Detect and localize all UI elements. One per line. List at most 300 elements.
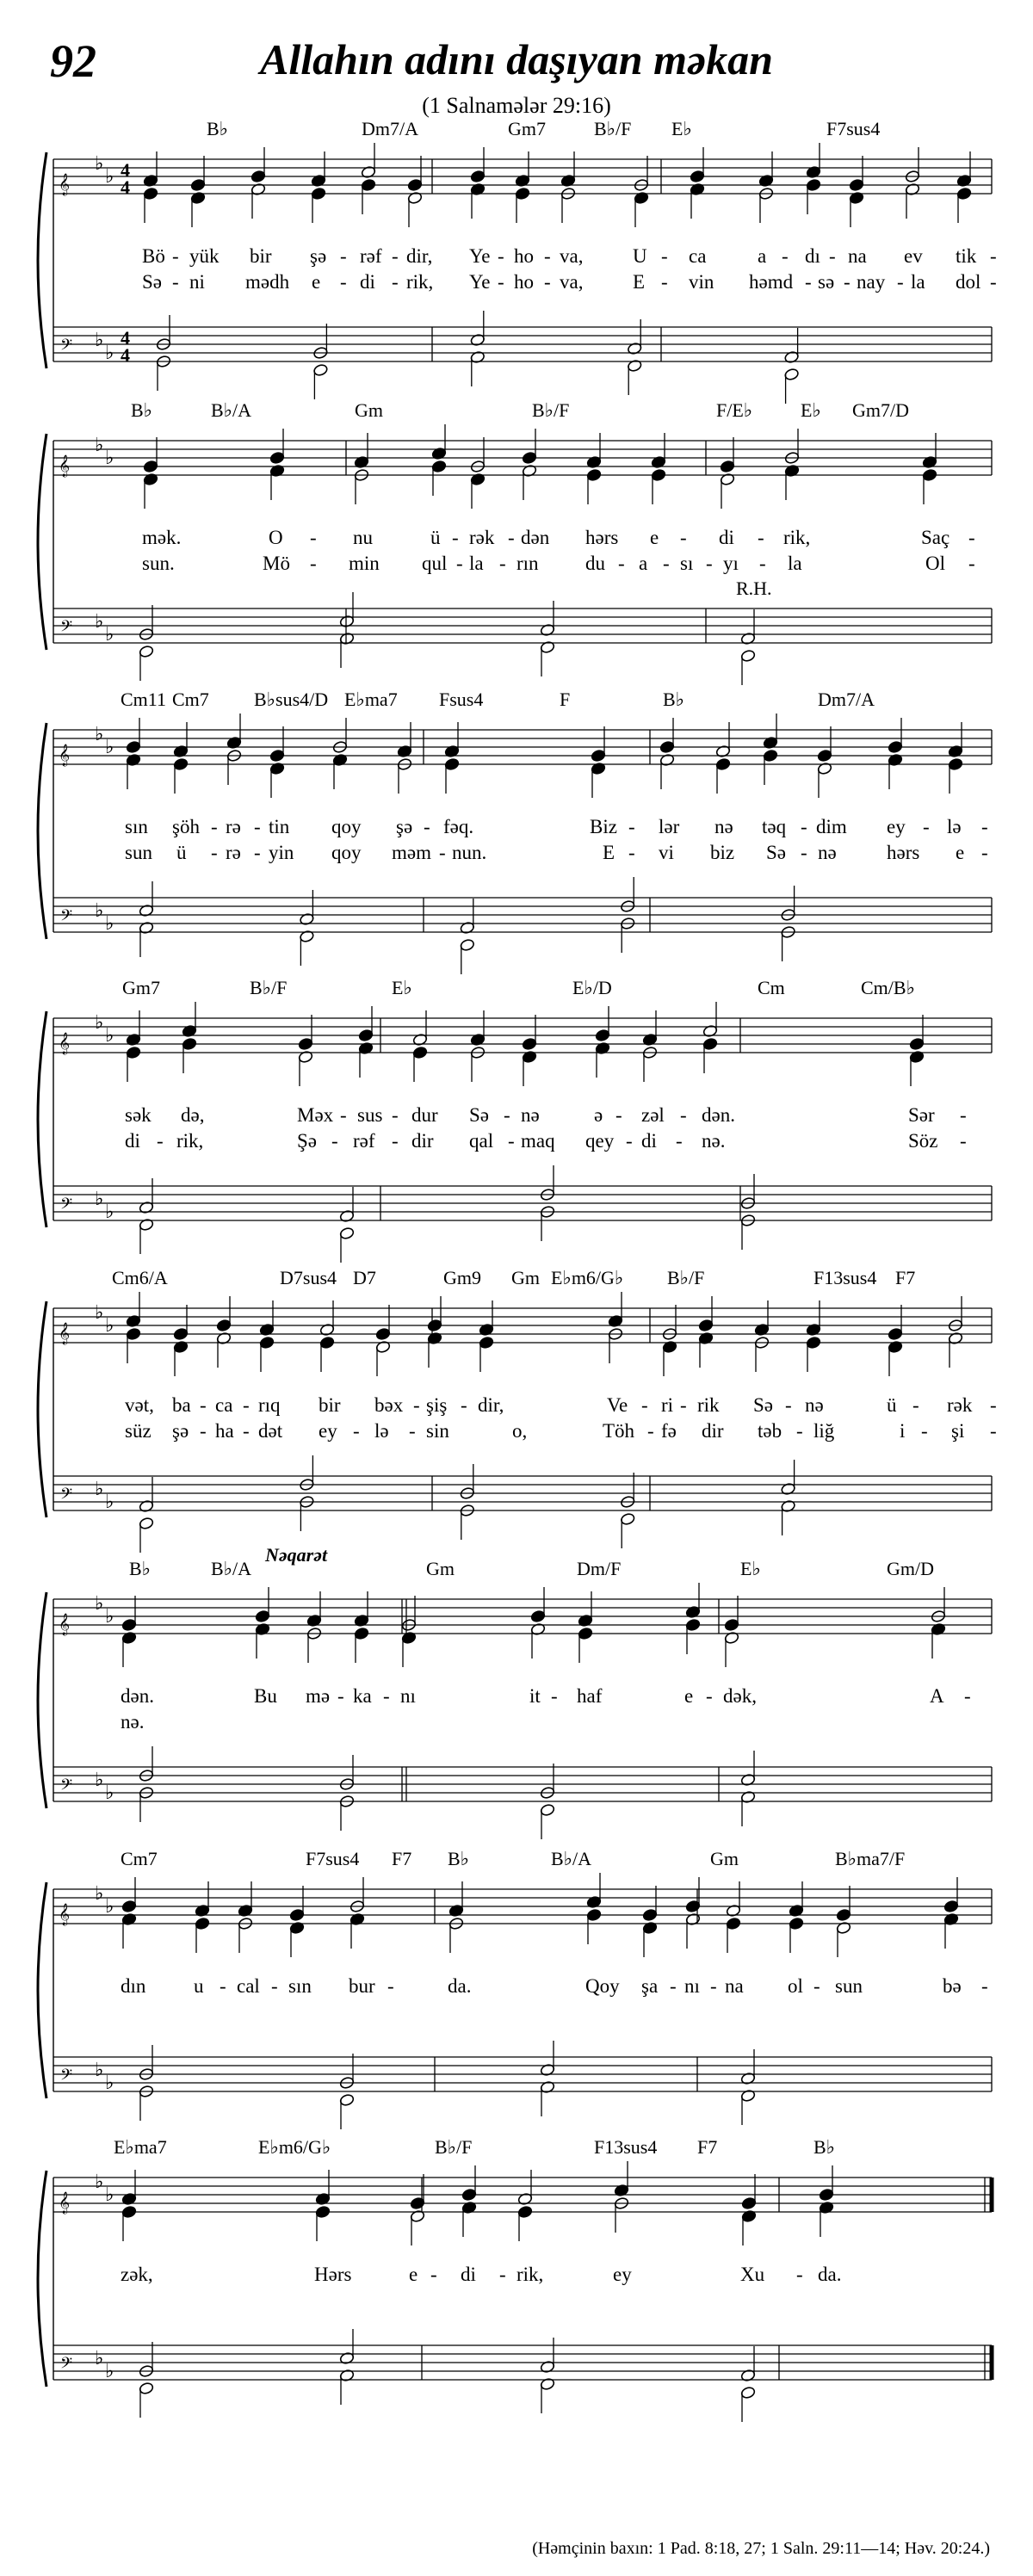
lyric-syllable: Ve [607,1394,628,1416]
lyric-syllable: A [930,1685,944,1707]
lyric-syllable: a [639,553,648,574]
lyric-syllable: - [211,816,218,837]
lyric-syllable: - [647,1420,654,1442]
chord-symbol: Dm7/A [362,118,418,139]
note-head [126,1046,141,1059]
note-head [591,749,606,762]
key-flat: ♭ [105,912,114,934]
chord-symbol: Dm7/A [818,689,875,710]
system-brace [38,152,46,368]
lyric-syllable: rik, [176,1130,204,1152]
bass-clef: 𝄢 [60,617,73,639]
lyric-syllable: - [461,1394,467,1416]
lyric-syllable: - [628,816,635,837]
lyric-syllable: - [340,1104,347,1126]
lyric-syllable: - [801,816,807,837]
key-flat: ♭ [105,342,114,363]
key-flat: ♭ [95,1301,104,1323]
lyric-syllable: rək [947,1394,973,1416]
lyric-syllable: E [603,842,615,863]
lyric-syllable: - [990,1394,997,1416]
lyric-syllable: hərs [585,527,619,548]
lyric-syllable: sə [818,271,835,293]
lyric-syllable: di [641,1130,657,1152]
note-head [642,1908,658,1921]
lyric-syllable: - [387,1975,394,1997]
lyric-syllable: nə [521,1104,540,1126]
note-head [943,1900,959,1912]
lyric-syllable: qal [469,1130,494,1152]
lyric-syllable: - [785,1394,792,1416]
note-head [888,1327,903,1340]
lyric-syllable: sı [680,553,694,574]
lyric-syllable: süz [125,1420,152,1442]
note-head [620,1512,635,1525]
lyric-syllable: - [923,816,930,837]
chord-symbol: E♭ma7 [344,689,398,710]
chord-symbol: B♭sus4/D [254,689,329,710]
lyric-syllable: Sə [766,842,786,863]
lyric-syllable: - [801,842,807,863]
lyric-syllable: Hərs [314,2264,352,2285]
lyric-syllable: o, [512,1420,528,1442]
lyric-syllable: - [782,245,789,267]
note-head [578,1627,593,1640]
lyric-syllable: - [710,1975,717,1997]
lyric-syllable: nu [353,527,373,548]
note-head [651,468,666,481]
lyric-syllable: - [981,1975,988,1997]
key-flat: ♭ [95,2059,104,2080]
lyric-syllable: ca [215,1394,233,1416]
lyric-syllable: - [456,553,463,574]
lyric-syllable: - [243,1420,250,1442]
lyric-syllable: ho [514,245,534,267]
lyric-syllable: haf [577,1685,603,1707]
chord-symbol: E♭ [671,118,692,139]
lyric-syllable: Ye [469,245,491,267]
key-flat: ♭ [95,329,104,350]
lyric-syllable: e [956,842,965,863]
lyric-syllable: ü [176,842,187,863]
lyric-syllable: ü [887,1394,897,1416]
note-head [289,1908,305,1921]
lyric-syllable: U [633,245,647,267]
lyric-syllable: şa [641,1975,659,1997]
note-head [586,1908,602,1921]
note-head [173,1327,189,1340]
lyric-syllable: - [990,271,997,293]
lyric-syllable: - [310,553,317,574]
lyric-syllable: sin [426,1420,449,1442]
lyric-syllable: Mö [263,553,290,574]
lyric-syllable: nun. [452,842,487,863]
chord-symbol: Cm [758,977,785,998]
lyric-syllable: O [269,527,283,548]
lyric-syllable: - [310,527,317,548]
key-flat: ♭ [105,2072,114,2093]
lyric-syllable: şə [396,816,413,837]
lyric-syllable: - [968,553,975,574]
lyric-syllable: - [409,1420,416,1442]
note-head [461,2188,477,2201]
note-head [726,1917,741,1930]
note-head [358,1029,374,1041]
lyric-syllable: yük [189,245,220,267]
note-head [763,749,778,762]
note-head [460,938,475,951]
lyric-syllable: sus [357,1104,383,1126]
note-head [269,749,285,762]
lyric-syllable: Biz [590,816,617,837]
note-head [517,2205,533,2218]
lyric-syllable: dən [521,527,550,548]
lyric-syllable: - [392,271,399,293]
lyric-syllable: - [340,271,347,293]
lyric-syllable: rın [516,553,539,574]
note-head [444,757,460,770]
lyric-syllable: - [796,2264,803,2285]
lyric-syllable: nə [818,842,837,863]
chord-symbol: B♭/F [667,1267,705,1288]
note-head [255,1609,270,1622]
lyric-syllable: bir [250,245,272,267]
lyric-syllable: la [788,553,802,574]
lyric-syllable: rik [697,1394,720,1416]
lyric-syllable: fəq. [443,816,474,837]
note-head [784,368,800,380]
key-flat: ♭ [105,1314,114,1336]
lyric-syllable: qoy [331,816,362,837]
treble-clef: 𝄞 [59,1903,71,1924]
chord-symbol: B♭/F [594,118,632,139]
system-brace [38,1011,46,1227]
chord-symbol: E♭m6/G♭ [551,1267,624,1288]
lyric-syllable: Xu [740,2264,765,2285]
lyric-syllable: di [461,2264,476,2285]
lyric-syllable: - [964,1685,971,1707]
note-head [740,2386,756,2399]
lyric-syllable: mək. [142,527,182,548]
lyric-syllable: it [529,1685,541,1707]
note-head [143,187,158,200]
lyric-syllable: di [125,1130,140,1152]
lyric-syllable: şi [951,1420,965,1442]
key-flat: ♭ [105,1895,114,1917]
key-flat: ♭ [95,610,104,632]
lyric-syllable: rik, [516,2264,544,2285]
chord-symbol: B♭ [448,1848,470,1869]
note-head [698,1319,714,1331]
note-head [375,1327,391,1340]
note-head [121,1618,137,1631]
chord-symbol: E♭ma7 [114,2136,167,2158]
chord-symbol: F [560,689,571,710]
note-head [922,468,937,481]
lyric-syllable: - [981,842,988,863]
note-head [806,1336,821,1349]
lyric-syllable: du [585,553,605,574]
lyric-syllable: - [498,271,504,293]
lyric-syllable: - [829,245,836,267]
lyric-syllable: - [413,1394,420,1416]
time-signature-bottom: 4 [121,344,130,366]
note-head [702,1037,718,1050]
key-flat: ♭ [95,1478,104,1499]
lyric-syllable: - [897,271,904,293]
note-head [909,1037,925,1050]
lyric-syllable: Şə [297,1130,317,1152]
lyric-syllable: ba [172,1394,191,1416]
chord-symbol: F13sus4 [813,1267,877,1288]
chord-symbol: F7 [392,1848,412,1869]
chord-symbol: Cm7 [121,1848,158,1869]
key-flat: ♭ [95,1011,104,1033]
treble-clef: 𝄞 [59,1613,71,1634]
lyric-syllable: - [912,1394,919,1416]
lyric-syllable: biz [710,842,735,863]
lyric-syllable: dir [702,1420,724,1442]
key-flat: ♭ [95,434,104,455]
note-head [715,757,731,770]
lyric-syllable: - [670,1975,677,1997]
refrain-label: Nəqarət [265,1544,328,1566]
lyric-syllable: e [650,527,659,548]
lyric-syllable: sun [125,842,152,863]
bass-clef: 𝄢 [60,2066,73,2087]
lyric-syllable: - [220,1975,226,1997]
treble-clef: 𝄞 [59,744,71,765]
note-head [143,460,158,473]
lyric-syllable: na [848,245,867,267]
chord-symbol: D7sus4 [280,1267,337,1288]
lyric-syllable: Məx [297,1104,334,1126]
lyric-syllable: da. [818,2264,842,2285]
lyric-syllable: nə [714,816,733,837]
key-flat: ♭ [105,165,114,187]
lyric-syllable: ni [189,271,205,293]
lyric-syllable: - [960,1130,967,1152]
chord-symbol: B♭/A [211,1558,252,1579]
chord-symbol: F7sus4 [306,1848,360,1869]
lyric-syllable: bəx [374,1394,404,1416]
key-flat: ♭ [105,1605,114,1627]
lyric-syllable: fə [661,1420,677,1442]
lyric-syllable: - [200,1394,207,1416]
note-head [522,1037,537,1050]
note-head [817,749,832,762]
lyric-syllable: sın [288,1975,312,1997]
lyric-syllable: təq [762,816,787,837]
lyric-syllable: yin [269,842,294,863]
note-head [819,2188,834,2201]
lyric-syllable: ü [430,527,441,548]
lyric-syllable: - [430,2264,437,2285]
lyric-syllable: va, [560,245,584,267]
chord-symbol: Gm [511,1267,540,1288]
lyric-syllable: dın [121,1975,146,1997]
lyric-syllable: di [719,527,734,548]
lyric-syllable: Sər [908,1104,935,1126]
chord-symbol: Gm [710,1848,739,1869]
lyric-syllable: ə [594,1104,603,1126]
lyric-syllable: - [844,271,851,293]
chord-symbol: Cm11 [121,689,166,710]
lyric-syllable: - [759,553,766,574]
key-flat: ♭ [95,152,104,174]
lyric-syllable: lə [374,1420,389,1442]
lyric-syllable: - [990,1420,997,1442]
hymn-number: 92 [50,35,96,87]
system-brace [38,1301,46,1517]
lyric-syllable: sun. [142,553,175,574]
lyric-syllable: - [508,527,515,548]
lyric-syllable: - [990,245,997,267]
lyric-syllable: vət, [125,1394,154,1416]
lyric-syllable: - [499,2264,506,2285]
lyric-syllable: Qoy [585,1975,620,1997]
note-head [126,1327,141,1340]
chord-symbol: B♭/F [250,977,288,998]
lyric-syllable: va, [560,271,584,293]
chord-symbol: E♭m6/G♭ [258,2136,331,2158]
treble-clef: 𝄞 [59,454,71,476]
lyric-syllable: - [392,1104,399,1126]
lyric-syllable: - [968,527,975,548]
note-head [956,187,972,200]
lyric-syllable: dən. [121,1685,154,1707]
lyric-syllable: a [758,245,767,267]
note-head [431,460,447,473]
chord-symbol: E♭ [740,1558,761,1579]
note-head [479,1336,494,1349]
lyric-syllable: ey [319,1420,337,1442]
key-flat: ♭ [95,1592,104,1614]
note-head [410,2196,425,2209]
note-head [806,178,821,191]
lyric-syllable: rə [226,842,241,863]
lyric-syllable: ha [215,1420,234,1442]
lyric-syllable: - [172,245,179,267]
key-flat: ♭ [105,1201,114,1222]
bass-clef: 𝄢 [60,1776,73,1797]
lyric-syllable: zəl [641,1104,665,1126]
chord-symbol: Gm [355,399,383,421]
lyric-syllable: rik, [406,271,434,293]
note-head [595,1029,610,1041]
chord-symbol: B♭ [131,399,153,421]
lyric-syllable: - [661,245,668,267]
chord-symbol: B♭/F [435,2136,473,2158]
lyric-syllable: mə [306,1685,331,1707]
note-head [361,178,376,191]
bass-clef: 𝄢 [60,336,73,357]
lyric-syllable: - [172,271,179,293]
lyric-syllable: qey [585,1130,615,1152]
lyric-syllable: sək [125,1104,152,1126]
lyric-syllable: e [684,1685,694,1707]
note-head [259,1336,275,1349]
note-head [412,1046,428,1059]
system-brace [38,723,46,939]
note-head [407,178,423,191]
lyric-syllable: hərs [887,842,920,863]
chord-symbol: F/E♭ [716,399,753,421]
lyric-syllable: i [900,1420,906,1442]
time-signature-bottom: 4 [121,176,130,198]
note-head [139,2381,154,2394]
lyric-syllable: rə [226,816,241,837]
lyric-syllable: tin [269,816,290,837]
lyric-syllable: - [641,1394,648,1416]
system-brace [38,2171,46,2387]
lyric-syllable: - [498,245,504,267]
chord-symbol: E♭ [392,977,412,998]
system-brace [38,434,46,650]
lyric-syllable: - [805,271,812,293]
key-flat: ♭ [95,1882,104,1904]
note-head [540,1803,555,1816]
chord-symbol: E♭ [801,399,821,421]
key-flat: ♭ [105,447,114,468]
lyric-syllable: - [626,1130,633,1152]
lyric-syllable: - [337,1685,344,1707]
lyric-syllable: təb [758,1420,782,1442]
lyric-syllable: rik, [783,527,811,548]
note-head [720,460,735,473]
chord-symbol: F13sus4 [594,2136,658,2158]
note-head [515,187,530,200]
time-signature-top: 4 [121,327,130,349]
key-flat: ♭ [95,2347,104,2369]
bass-clef: 𝄢 [60,1485,73,1506]
lyric-syllable: dur [411,1104,438,1126]
note-head [789,1917,804,1930]
bass-clef: 𝄢 [60,2354,73,2375]
lyric-syllable: lə [947,816,962,837]
lyric-syllable: də, [181,1104,205,1126]
chord-symbol: B♭/F [532,399,570,421]
lyric-syllable: da. [448,1975,472,1997]
note-head [740,649,756,662]
note-head [685,1618,701,1631]
lyric-syllable: dət [258,1420,283,1442]
lyric-syllable: - [392,1130,399,1152]
chord-symbol: B♭ma7/F [835,1848,906,1869]
lyric-syllable: bir [319,1394,341,1416]
chord-symbol: Gm/D [887,1558,934,1579]
lyric-syllable: - [544,271,551,293]
lyric-syllable: - [254,816,261,837]
lyric-syllable: na [725,1975,744,1997]
note-head [139,645,154,658]
chord-symbol: Cm7 [172,689,209,710]
system-brace [38,1882,46,2098]
lyric-syllable: ey [887,816,906,837]
lyric-syllable: nə. [121,1711,145,1733]
lyric-syllable: - [383,1685,390,1707]
lyric-syllable: - [981,816,988,837]
bass-clef: 𝄢 [60,1195,73,1216]
lyric-syllable: nı [400,1685,416,1707]
note-head [586,468,602,481]
lyric-syllable: dim [816,816,847,837]
lyric-syllable: - [551,1685,558,1707]
lyric-syllable: ca [689,245,707,267]
lyric-syllable: rıq [258,1394,281,1416]
note-head [339,2093,355,2106]
lyric-syllable: e [409,2264,418,2285]
